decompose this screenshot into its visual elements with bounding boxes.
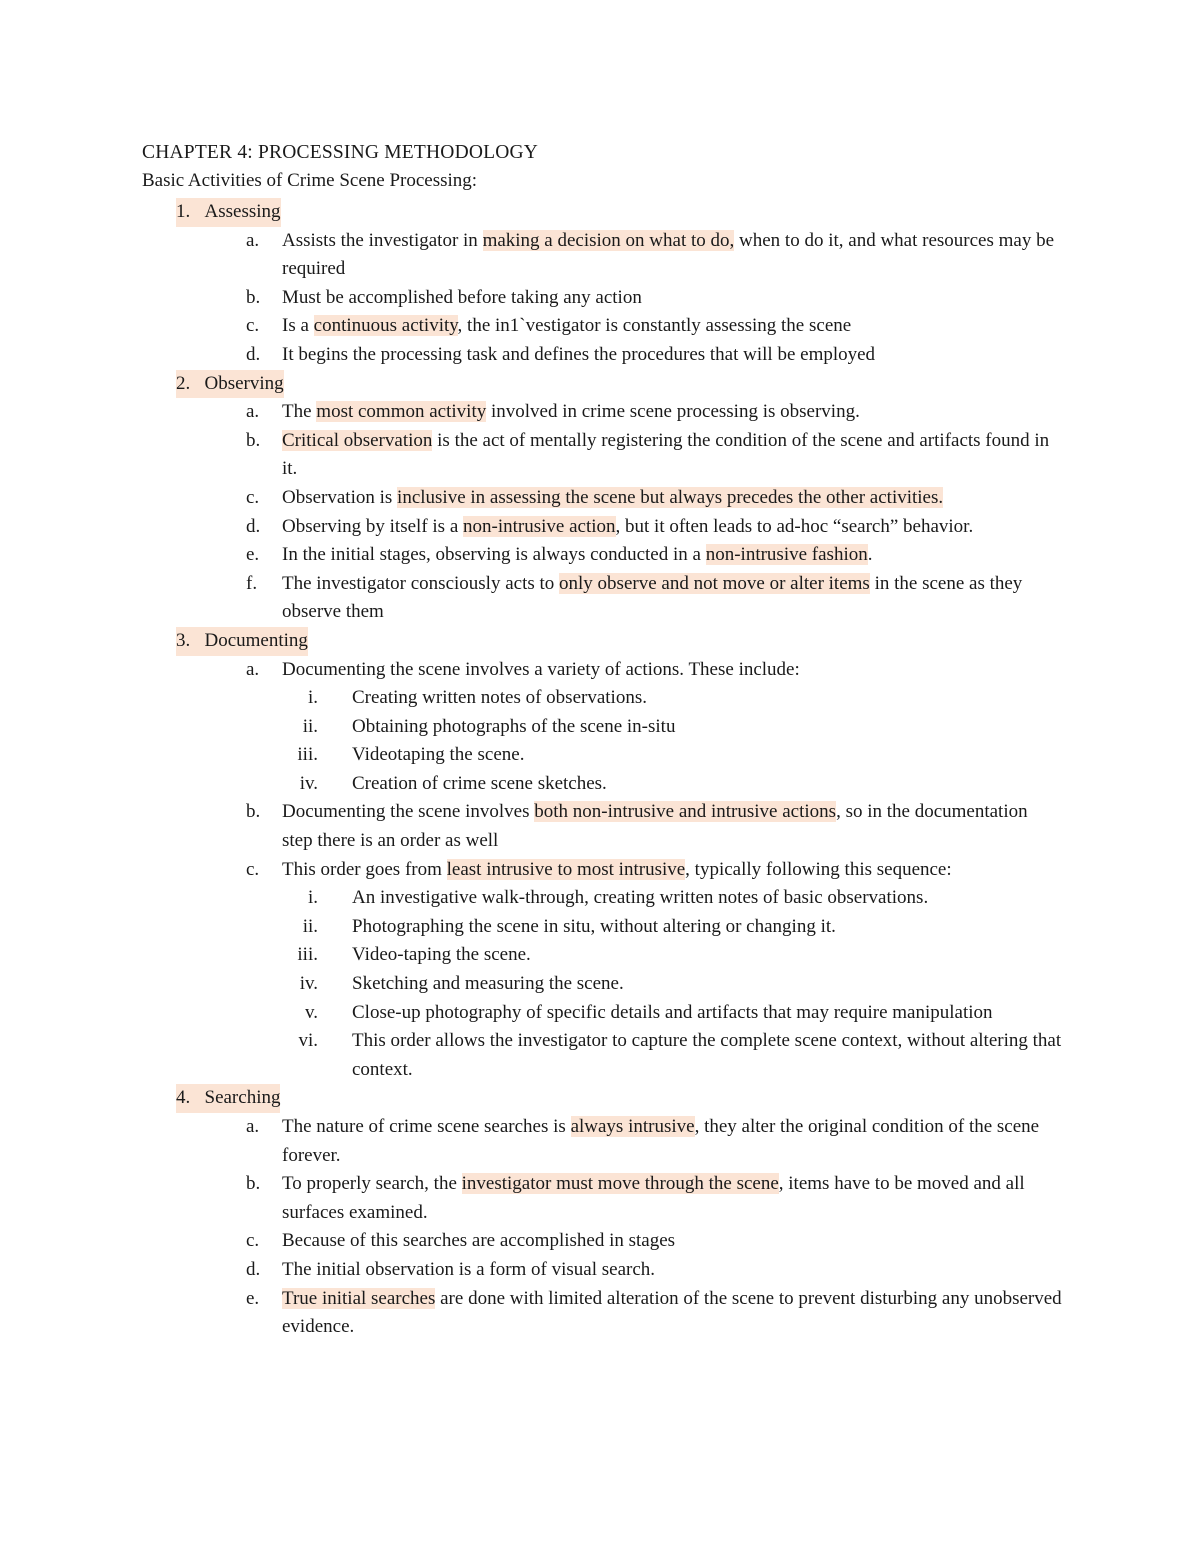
sub-list-item xyxy=(0,884,1072,913)
highlighted-text: True initial searches xyxy=(282,1287,436,1309)
section-title: Documenting xyxy=(204,629,308,651)
sub-item-text: This order allows the investigator to capture the complete scene context, without altering that context. xyxy=(352,1030,1062,1080)
item-text: are done with limited alteration of the scene to prevent disturbing any unobserved evidence. xyxy=(282,1287,1062,1338)
sub-list-item xyxy=(0,684,1072,713)
page-title: CHAPTER 4: PROCESSING METHODOLOGY xyxy=(142,142,539,163)
section-heading xyxy=(176,627,308,656)
item-text: , but it often leads to ad-hoc “search” behavior. xyxy=(615,515,974,537)
sub-list-item xyxy=(0,713,1072,742)
sub-item-marker: i. xyxy=(307,687,318,709)
item-text: , they alter the original condition of the scene forever. xyxy=(282,1116,1040,1166)
item-text: involved in crime scene processing is observing. xyxy=(486,401,860,423)
sub-item-marker: ii. xyxy=(302,915,318,937)
sub-item-marker: iv. xyxy=(299,772,318,794)
item-text: The investigator consciously acts to xyxy=(282,572,560,594)
sub-item-text: Creation of crime scene sketches. xyxy=(352,772,607,794)
list-item xyxy=(0,398,1062,427)
item-text: Observation is xyxy=(282,486,398,508)
item-text: Must be accomplished before taking any action xyxy=(282,286,642,308)
item-marker: e. xyxy=(246,544,260,566)
highlighted-text: inclusive in assessing the scene but always precedes the other activities. xyxy=(397,486,944,508)
sub-item-marker: iv. xyxy=(299,973,318,995)
item-text: , typically following this sequence: xyxy=(685,858,952,880)
item-text: , the in1`vestigator is constantly assessing the scene xyxy=(457,315,852,337)
sub-item-marker: iii. xyxy=(297,744,318,766)
item-marker: c. xyxy=(246,315,260,337)
section-number: 3. xyxy=(176,629,191,651)
list-item xyxy=(0,541,1062,570)
highlighted-text: investigator must move through the scene xyxy=(461,1173,779,1195)
sub-list-item xyxy=(0,1027,1072,1084)
sub-list-item xyxy=(0,999,1072,1028)
sub-item-text: Obtaining photographs of the scene in-situ xyxy=(352,715,676,737)
item-marker: d. xyxy=(246,1258,261,1280)
item-text: in the scene as they observe them xyxy=(282,572,1023,623)
item-text: To properly search, the xyxy=(282,1173,462,1195)
section-heading xyxy=(176,370,284,399)
highlighted-text: most common activity xyxy=(316,401,487,423)
list-item xyxy=(0,284,1062,313)
item-text: The initial observation is a form of visual search. xyxy=(282,1258,656,1280)
item-text: It begins the processing task and defines the procedures that will be employed xyxy=(282,343,876,365)
list-item xyxy=(0,227,1062,284)
item-text: is the act of mentally registering the condition of the scene and artifacts found in it. xyxy=(282,429,1050,480)
list-item xyxy=(0,856,1062,885)
item-text: Assists the investigator in xyxy=(282,229,483,251)
sub-item-text: Sketching and measuring the scene. xyxy=(352,973,624,995)
item-text: Because of this searches are accomplished in stages xyxy=(282,1230,676,1252)
item-marker: b. xyxy=(246,286,261,308)
item-marker: d. xyxy=(246,343,261,365)
item-text: Is a xyxy=(282,315,314,337)
section-title: Observing xyxy=(204,372,284,394)
sub-item-marker: ii. xyxy=(302,715,318,737)
list-item xyxy=(0,1170,1062,1227)
section-title: Searching xyxy=(204,1087,281,1109)
highlighted-text: Critical observation xyxy=(282,429,433,451)
sub-item-marker: i. xyxy=(307,887,318,909)
item-marker: a. xyxy=(246,229,260,251)
list-item xyxy=(0,484,1062,513)
item-text: . xyxy=(867,544,873,566)
item-text: The xyxy=(282,401,317,423)
highlighted-text: non-intrusive fashion xyxy=(705,544,868,566)
list-item xyxy=(0,341,1062,370)
item-marker: c. xyxy=(246,486,260,508)
sub-item-text: Creating written notes of observations. xyxy=(352,687,647,709)
sub-list-item xyxy=(0,770,1072,799)
section-heading-row xyxy=(0,370,1200,399)
list-item xyxy=(0,656,1062,685)
item-text: In the initial stages, observing is always conducted in a xyxy=(282,544,706,566)
item-marker: b. xyxy=(246,801,261,823)
item-marker: c. xyxy=(246,1230,260,1252)
item-marker: d. xyxy=(246,515,261,537)
list-item xyxy=(0,1227,1062,1256)
item-text: Documenting the scene involves xyxy=(282,801,535,823)
list-item xyxy=(0,1256,1062,1285)
list-item xyxy=(0,570,1062,627)
section-heading-row xyxy=(0,198,1200,227)
item-text: Observing by itself is a xyxy=(282,515,464,537)
item-text: This order goes from xyxy=(282,858,447,880)
item-marker: a. xyxy=(246,658,260,680)
item-marker: c. xyxy=(246,858,260,880)
list-item xyxy=(0,513,1062,542)
highlighted-text: always intrusive xyxy=(570,1116,695,1137)
section-heading-row xyxy=(0,627,1200,656)
section-heading xyxy=(176,1084,280,1113)
highlighted-text: only observe and not move or alter items xyxy=(559,572,870,594)
list-item xyxy=(0,312,1062,341)
item-marker: e. xyxy=(246,1287,260,1309)
item-text: when to do it, and what resources may be required xyxy=(282,229,1055,280)
sub-item-marker: v. xyxy=(304,1001,318,1023)
section-title: Assessing xyxy=(204,201,281,222)
list-item xyxy=(0,427,1062,484)
item-marker: b. xyxy=(246,1173,261,1195)
item-text: , items have to be moved and all surfaces examined. xyxy=(282,1173,1025,1223)
section-number: 2. xyxy=(176,372,191,394)
item-text: Documenting the scene involves a variety of actions. These include: xyxy=(282,658,800,680)
sub-item-text: An investigative walk-through, creating written notes of basic observations. xyxy=(352,887,929,909)
highlighted-text: non-intrusive action xyxy=(463,515,616,537)
list-item xyxy=(0,798,1062,855)
section-number: 1. xyxy=(176,201,191,222)
sub-item-text: Video-taping the scene. xyxy=(352,944,531,966)
sub-list-item xyxy=(0,741,1072,770)
section-heading-row xyxy=(0,1084,1200,1113)
outline-content xyxy=(0,198,1200,1342)
item-marker: b. xyxy=(246,429,261,451)
sub-item-text: Videotaping the scene. xyxy=(352,744,525,766)
sub-item-text: Photographing the scene in situ, without altering or changing it. xyxy=(352,915,836,937)
section-heading xyxy=(176,198,281,227)
item-text: , so in the documentation step there is an order as well xyxy=(282,801,1028,852)
page-subtitle: Basic Activities of Crime Scene Processing: xyxy=(142,170,478,191)
highlighted-text: continuous activity xyxy=(313,315,458,337)
item-marker: a. xyxy=(246,401,260,423)
list-item xyxy=(0,1285,1062,1342)
highlighted-text: both non-intrusive and intrusive actions xyxy=(534,801,837,823)
list-item xyxy=(0,1113,1062,1170)
highlighted-text: making a decision on what to do, xyxy=(482,229,735,251)
sub-list-item xyxy=(0,913,1072,942)
sub-item-marker: iii. xyxy=(297,944,318,966)
sub-list-item xyxy=(0,970,1072,999)
sub-item-marker: vi. xyxy=(298,1030,318,1052)
item-marker: f. xyxy=(246,572,258,594)
item-text: The nature of crime scene searches is xyxy=(282,1116,571,1137)
section-number: 4. xyxy=(176,1087,191,1109)
highlighted-text: least intrusive to most intrusive xyxy=(446,858,686,880)
item-marker: a. xyxy=(246,1116,260,1137)
sub-list-item xyxy=(0,941,1072,970)
sub-item-text: Close-up photography of specific details and artifacts that may require manipulation xyxy=(352,1001,993,1023)
